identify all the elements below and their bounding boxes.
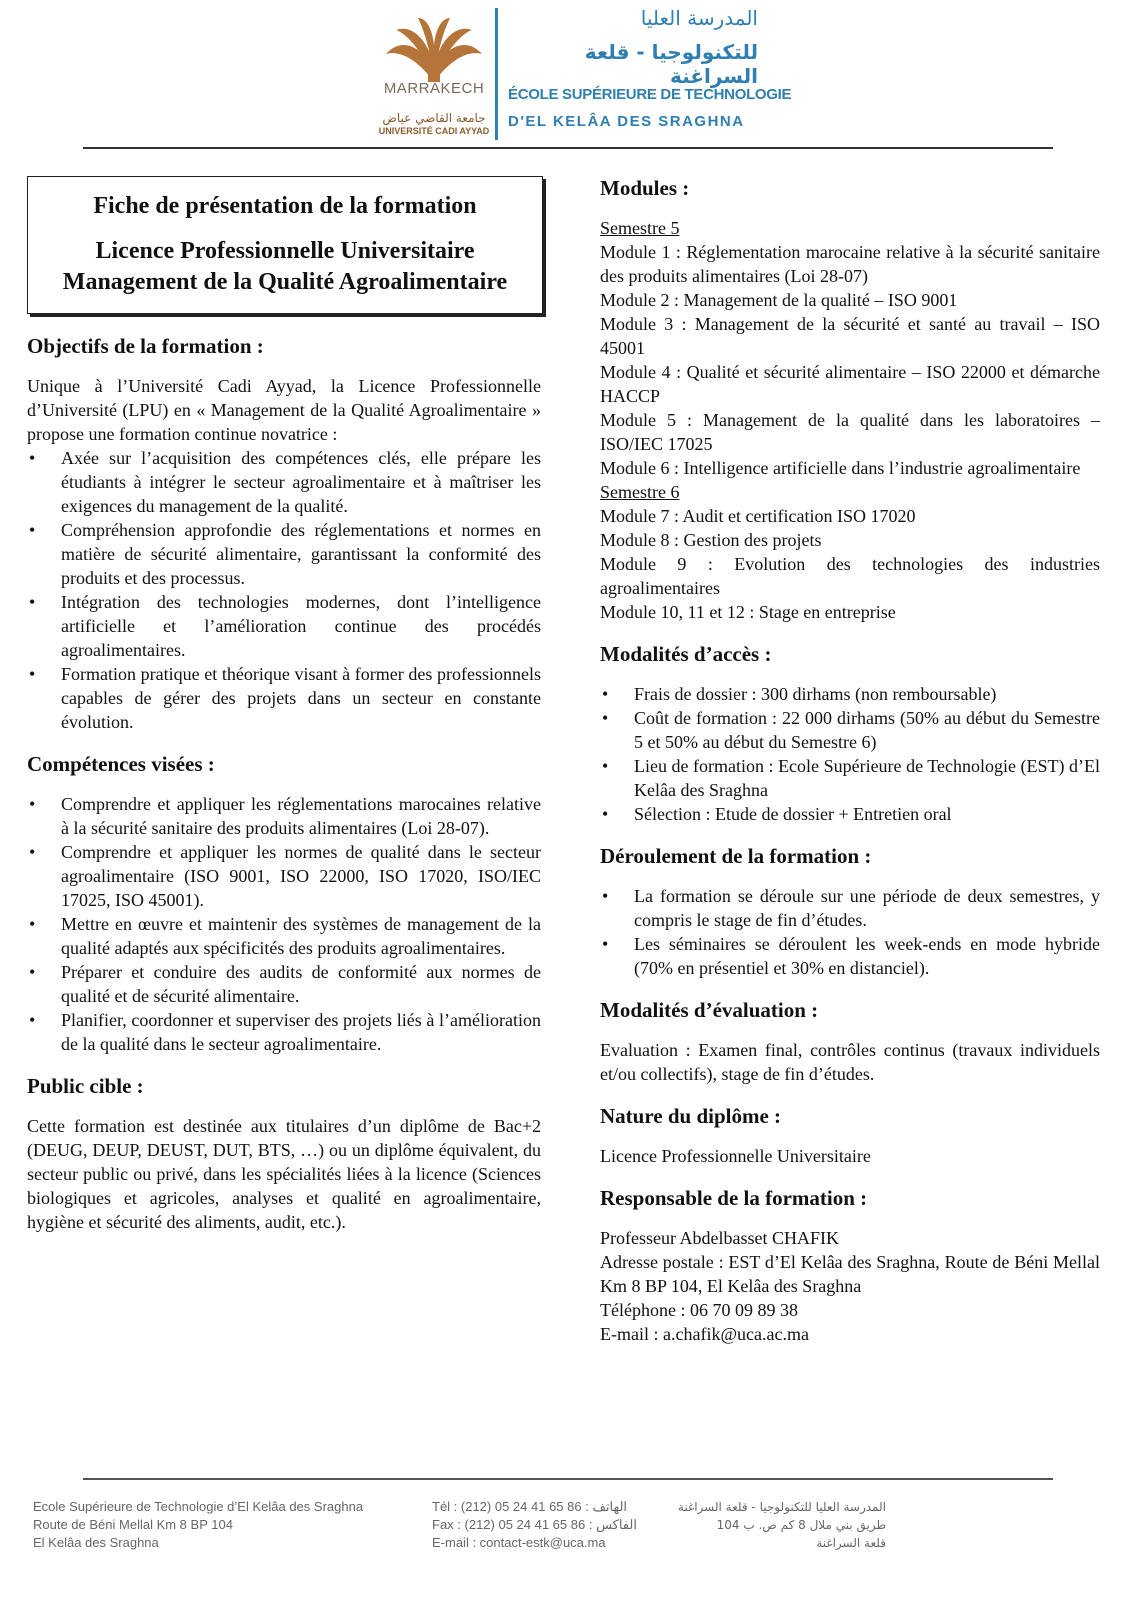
section-responsable — [600, 1184, 1100, 1346]
program-title-line2: Management de la Qualité Agroalimentaire — [62, 269, 508, 295]
footer-line: Ecole Supérieure de Technologie d’El Kelâa des Sraghna — [33, 1499, 364, 1514]
section-heading: Modules : — [600, 176, 690, 200]
list-item: • Mettre en œuvre et maintenir des systèmes de management de la qualité adaptés aux spécificités des produits agroalimentaires. — [27, 912, 541, 960]
list-item: • Coût de formation : 22 000 dirhams (50% au début du Semestre 5 et 50% au début du Semestre 6) — [600, 706, 1100, 754]
semester-label: Semestre 6 — [600, 482, 680, 502]
module-line: Module 1 : Réglementation marocaine relative à la sécurité sanitaire des produits alimentaires (Loi 28-07) — [600, 242, 1100, 286]
section-evaluation — [600, 996, 1100, 1086]
header-divider — [495, 8, 498, 140]
list-item: • Formation pratique et théorique visant à former des professionnels capables de gérer des projets dans un secteur en constante évolution. — [27, 662, 541, 734]
responsable-phone: Téléphone : 06 70 09 89 38 — [600, 1300, 798, 1320]
list-item: • Préparer et conduire des audits de conformité aux normes de qualité et de sécurité alimentaire. — [27, 960, 541, 1008]
page-header — [0, 0, 1131, 150]
section-heading: Nature du diplôme : — [600, 1104, 782, 1128]
school-name-french-line1: ÉCOLE SUPÉRIEURE DE TECHNOLOGIE — [508, 86, 792, 103]
list-item: • Lieu de formation : Ecole Supérieure de Technologie (EST) d’El Kelâa des Sraghna — [600, 754, 1100, 802]
section-acces — [600, 640, 1100, 826]
responsable-email: E-mail : a.chafik@uca.ac.ma — [600, 1324, 809, 1344]
paragraph: Cette formation est destinée aux titulaires d’un diplôme de Bac+2 (DEUG, DEUP, DEUST, DUT, BTS, …) ou un diplôme équivalent, du secteur public ou privé, dans les spécialités liées à la licence (Sciences biologiques et agricoles, analyses et qualité en agroalimentaire, hygiène et sécurité des aliments, audit, etc.). — [27, 1116, 541, 1232]
module-line: Module 6 : Intelligence artificielle dans l’industrie agroalimentaire — [600, 458, 1081, 478]
module-line: Module 3 : Management de la sécurité et santé au travail – ISO 45001 — [600, 314, 1100, 358]
school-name-arabic-line2: للتكنولوجيا - قلعة السراغنة — [584, 40, 758, 88]
program-title-line1: Licence Professionnelle Universitaire — [95, 238, 475, 264]
list-item: • Axée sur l’acquisition des compétences clés, elle prépare les étudiants à intégrer le secteur agroalimentaire et à maîtriser les exigences du management de la qualité. — [27, 446, 541, 518]
footer-address-arabic — [676, 1498, 886, 1552]
bullet-list — [27, 446, 541, 734]
list-item: • Sélection : Etude de dossier + Entretien oral — [600, 802, 1100, 826]
section-deroulement — [600, 842, 1100, 980]
module-line: Module 4 : Qualité et sécurité alimentaire – ISO 22000 et démarche HACCP — [600, 362, 1100, 406]
semester-label: Semestre 5 — [600, 218, 680, 238]
footer-line: Route de Béni Mellal Km 8 BP 104 — [33, 1517, 233, 1532]
school-name-french-line2: D'EL KELÂA DES SRAGHNA — [508, 113, 745, 130]
module-line: Module 9 : Evolution des technologies des industries agroalimentaires — [600, 554, 1100, 598]
right-column — [600, 174, 1100, 1362]
list-item: • Les séminaires se déroulent les week-ends en mode hybride (70% en présentiel et 30% en distanciel). — [600, 932, 1100, 980]
section-heading: Responsable de la formation : — [600, 1186, 868, 1210]
section-objectifs — [27, 332, 541, 734]
paragraph: Unique à l’Université Cadi Ayyad, la Licence Professionnelle d’Université (LPU) en « Management de la Qualité Agroalimentaire » propose une formation continue novatrice : — [27, 376, 541, 444]
section-public — [27, 1072, 541, 1234]
module-line: Module 5 : Management de la qualité dans les laboratoires – ISO/IEC 17025 — [600, 410, 1100, 454]
document-title: Fiche de présentation de la formation — [93, 193, 477, 219]
left-column — [27, 332, 541, 1250]
footer-email: E-mail : contact-estk@uca.ma — [432, 1535, 606, 1550]
footer-address-french — [33, 1498, 363, 1552]
module-line: Module 7 : Audit et certification ISO 17020 — [600, 506, 916, 526]
footer-line: طريق بني ملال 8 كم ص. ب 104 — [716, 1518, 886, 1532]
list-item: • Intégration des technologies modernes, dont l’intelligence artificielle et l’amélioration continue des procédés agroalimentaires. — [27, 590, 541, 662]
section-competences — [27, 750, 541, 1056]
logo-university-french: UNIVERSITÉ CADI AYYAD — [378, 126, 490, 136]
footer-line: قلعة السراغنة — [816, 1536, 886, 1550]
header-rule — [83, 147, 1053, 149]
logo-city-text: MARRAKECH — [383, 80, 485, 97]
school-name-arabic-line1: المدرسة العليا — [640, 6, 758, 30]
list-item: • Comprendre et appliquer les normes de qualité dans le secteur agroalimentaire (ISO 9001, ISO 22000, ISO 17020, ISO/IEC 17025, ISO 45001). — [27, 840, 541, 912]
section-heading: Compétences visées : — [27, 752, 215, 776]
footer-rule — [83, 1478, 1053, 1480]
list-item: • Comprendre et appliquer les réglementations marocaines relative à la sécurité sanitaire des produits alimentaires (Loi 28-07). — [27, 792, 541, 840]
bullet-list — [600, 682, 1100, 826]
section-heading: Objectifs de la formation : — [27, 334, 264, 358]
title-box — [27, 176, 543, 314]
section-heading: Public cible : — [27, 1074, 144, 1098]
section-heading: Déroulement de la formation : — [600, 844, 872, 868]
responsable-name: Professeur Abdelbasset CHAFIK — [600, 1228, 839, 1248]
section-heading: Modalités d’évaluation : — [600, 998, 819, 1022]
section-modules — [600, 174, 1100, 624]
list-item: • Compréhension approfondie des réglementations et normes en matière de sécurité alimentaire, garantissant la conformité des produits et des processus. — [27, 518, 541, 590]
footer-phone: Tél : (212) 05 24 41 65 86 : الهاتف — [432, 1499, 628, 1514]
module-line: Module 8 : Gestion des projets — [600, 530, 822, 550]
section-heading: Modalités d’accès : — [600, 642, 772, 666]
list-item: • Frais de dossier : 300 dirhams (non remboursable) — [600, 682, 1100, 706]
bullet-list — [600, 884, 1100, 980]
paragraph: Evaluation : Examen final, contrôles continus (travaux individuels et/ou collectifs), stage de fin d’études. — [600, 1040, 1100, 1084]
responsable-address: Adresse postale : EST d’El Kelâa des Sraghna, Route de Béni Mellal Km 8 BP 104, El Kelâa des Sraghna — [600, 1252, 1100, 1296]
module-line: Module 2 : Management de la qualité – ISO 9001 — [600, 290, 958, 310]
list-item: • La formation se déroule sur une période de deux semestres, y compris le stage de fin d’études. — [600, 884, 1100, 932]
program-title — [28, 236, 542, 298]
footer-line: El Kelâa des Sraghna — [33, 1535, 159, 1550]
paragraph: Licence Professionnelle Universitaire — [600, 1146, 871, 1166]
footer-fax: Fax : (212) 05 24 41 65 86 : الفاكس — [432, 1517, 637, 1532]
list-item: • Planifier, coordonner et superviser des projets liés à l’amélioration de la qualité dans le secteur agroalimentaire. — [27, 1008, 541, 1056]
logo-university-arabic: جامعة القاضي عياض — [382, 111, 486, 125]
bullet-list — [27, 792, 541, 1056]
footer-line: المدرسة العليا للتكنولوجيا - قلعة السراغنة — [677, 1500, 886, 1514]
section-diplome — [600, 1102, 1100, 1168]
footer-contacts — [432, 1498, 637, 1552]
module-line: Module 10, 11 et 12 : Stage en entreprise — [600, 602, 896, 622]
